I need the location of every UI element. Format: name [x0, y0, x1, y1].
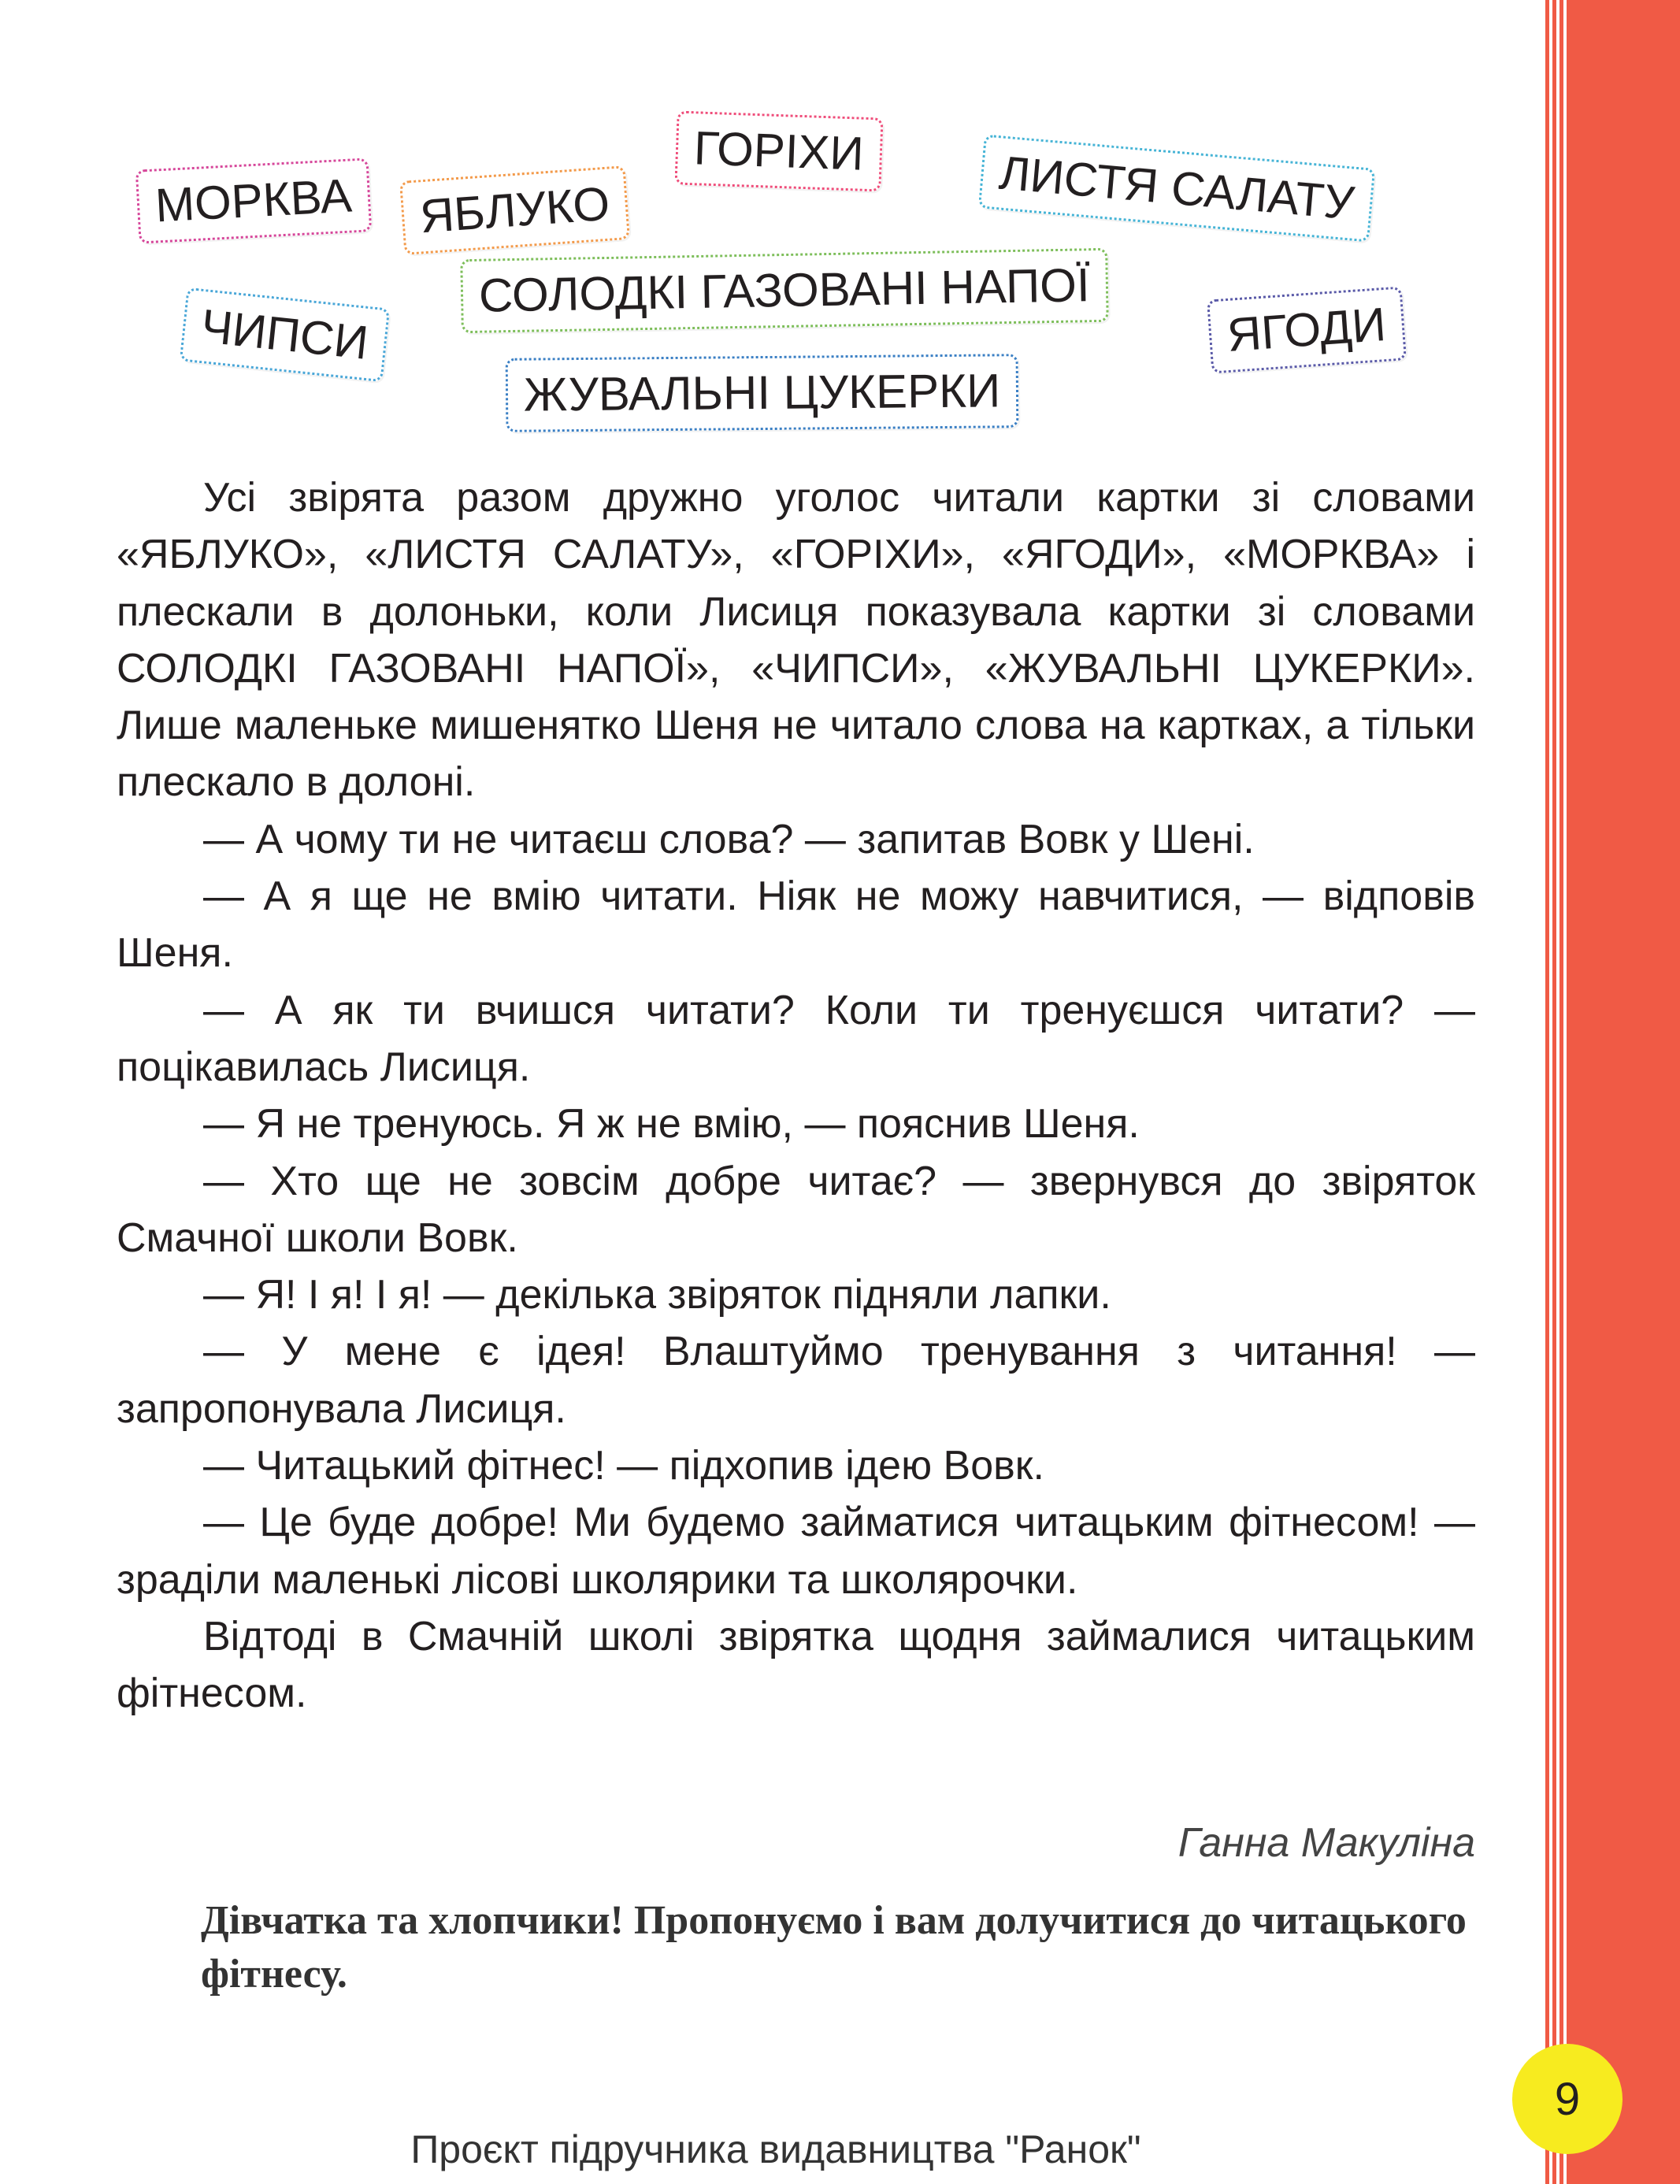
- paragraph: — А як ти вчишся читати? Коли ти тренуєшся читати? — поцікавилась Лисиця.: [117, 987, 1475, 1090]
- card-chypsy: ЧИПСИ: [180, 287, 390, 383]
- card-zhuvalni-tsukerky: ЖУВАЛЬНІ ЦУКЕРКИ: [506, 354, 1019, 432]
- card-yabluko: ЯБЛУКО: [399, 165, 630, 255]
- paragraph: — Це буде добре! Ми будемо займатися читацьким фітнесом! — зраділи маленькі лісові школярики та школярочки.: [117, 1500, 1475, 1603]
- paragraph: — Читацький фітнес! — підхопив ідею Вовк.: [203, 1443, 1044, 1489]
- card-morkva: МОРКВА: [135, 158, 372, 243]
- paragraph: — Я не тренуюсь. Я ж не вмію, — пояснив Шеня.: [203, 1101, 1140, 1148]
- page-number-label: 9: [1554, 2073, 1581, 2125]
- card-gorikhy: ГОРІХИ: [674, 110, 883, 191]
- paragraph: — А я ще не вмію читати. Ніяк не можу навчитися, — відповів Шеня.: [117, 873, 1475, 977]
- card-yagody: ЯГОДИ: [1207, 286, 1407, 373]
- card-solodki-napoi: СОЛОДКІ ГАЗОВАНІ НАПОЇ: [460, 248, 1108, 333]
- paragraph: Відтоді в Смачній школі звірятка щодня займалися читацьким фітнесом.: [117, 1613, 1475, 1717]
- footer-publisher: Проєкт підручника видавництва "Ранок": [410, 2127, 1141, 2171]
- reader-note: Дівчатка та хлопчики! Пропонуємо і вам долучитися до читацького фітнесу.: [201, 1898, 1467, 1997]
- paragraph: — Хто ще не зовсім добре читає? — звернувся до звіряток Смачної школи Вовк.: [117, 1158, 1475, 1261]
- decorative-stripes: [1545, 0, 1567, 2184]
- paragraph: — У мене є ідея! Влаштуймо тренування з читання! — запропонувала Лисиця.: [117, 1329, 1475, 1432]
- author-name: Ганна Макуліна: [1177, 1820, 1475, 1866]
- paragraph: — Я! І я! І я! — декілька звіряток підняли лапки.: [203, 1272, 1111, 1318]
- card-lystia-salatu: ЛИСТЯ САЛАТУ: [978, 134, 1375, 242]
- story-text: [117, 469, 1475, 1722]
- paragraph: Усі звірята разом дружно уголос читали картки зі словами «ЯБЛУКО», «ЛИСТЯ САЛАТУ», «ГОРІХИ», «ЯГОДИ», «МОРКВА» і плескали в долоньки, коли Лисиця показувала картки зі словами СОЛОДКІ ГАЗОВАНІ НАПОЇ», «ЧИПСИ», «ЖУВАЛЬНІ ЦУКЕРКИ». Лише маленьке мишенятко Шеня не читало слова на картках, а тільки плескало в долоні.: [117, 475, 1475, 806]
- paragraph: — А чому ти не читаєш слова? — запитав Вовк у Шені.: [203, 816, 1255, 862]
